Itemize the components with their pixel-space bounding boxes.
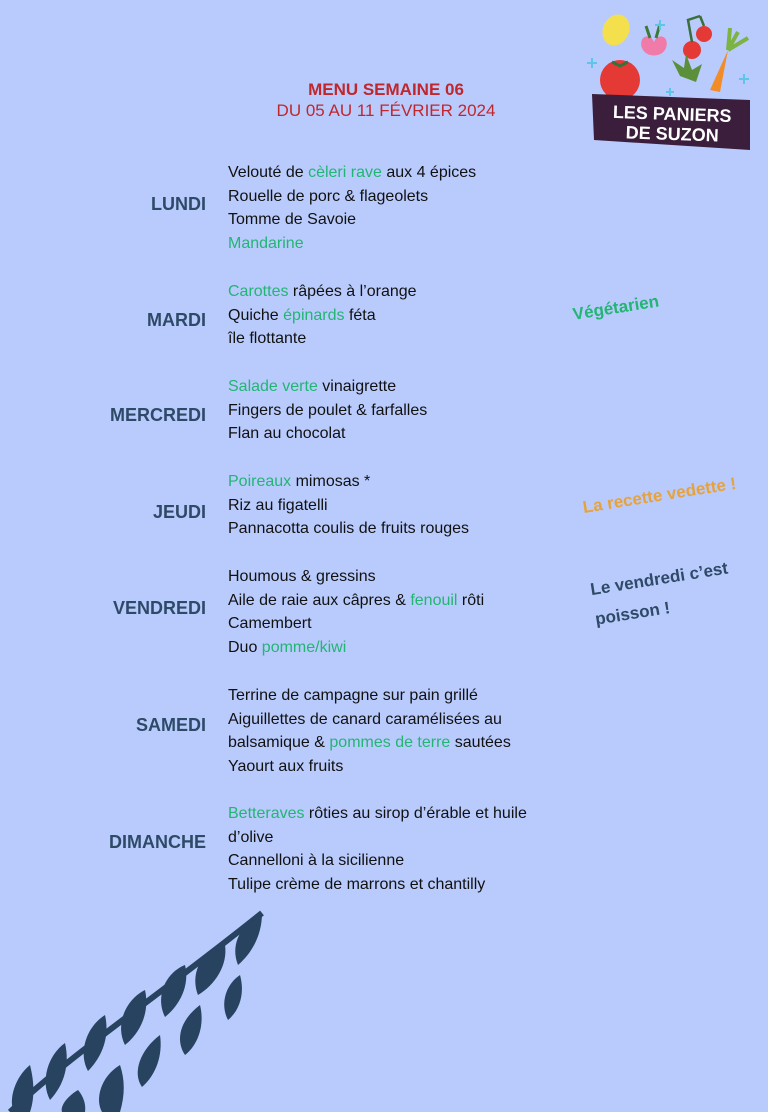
dish-line xyxy=(228,304,568,328)
dishes-lundi xyxy=(228,161,568,255)
day-jeudi: JEUDI xyxy=(152,502,206,522)
dish-line xyxy=(228,470,568,494)
menu-title: MENU SEMAINE 06 xyxy=(308,80,464,99)
highlighted-ingredient: Betteraves xyxy=(228,805,305,822)
highlighted-ingredient: cèleri rave xyxy=(308,164,382,181)
dish-text: Riz au figatelli xyxy=(228,496,328,514)
dish-line xyxy=(228,375,568,399)
highlighted-ingredient: Salade verte xyxy=(228,378,318,395)
dish-line xyxy=(228,755,568,779)
dish-text: Quiche xyxy=(228,306,284,324)
dish-line xyxy=(228,802,568,826)
dish-line xyxy=(228,232,568,256)
dish-line xyxy=(228,161,568,185)
dish-line xyxy=(228,494,568,518)
note-vendredi-poisson: Le vendredi c’est poisson ! xyxy=(589,558,730,629)
dish-line xyxy=(228,208,568,232)
day-samedi: SAMEDI xyxy=(135,715,206,735)
dish-line xyxy=(228,636,568,660)
dish-line xyxy=(228,708,568,732)
highlighted-ingredient: épinards xyxy=(283,306,345,324)
dish-text: mimosas * xyxy=(291,473,371,490)
dish-line xyxy=(228,849,568,873)
dish-text: Pannacotta coulis de fruits rouges xyxy=(228,520,470,538)
day-mercredi: MERCREDI xyxy=(109,405,206,425)
leaf-branch-icon xyxy=(0,905,280,1112)
highlighted-ingredient: pommes de terre xyxy=(329,734,451,752)
dish-line xyxy=(228,684,568,708)
dishes-samedi xyxy=(228,684,568,778)
dishes-mardi xyxy=(228,280,568,351)
dish-text: féta xyxy=(344,306,376,324)
dish-text: râpées à l’orange xyxy=(288,283,417,300)
dishes-dimanche xyxy=(228,802,568,896)
dish-text: vinaigrette xyxy=(317,378,397,395)
dishes-vendredi xyxy=(228,565,568,659)
dish-line xyxy=(228,185,568,209)
dish-text: Tulipe crème de marrons et chantilly xyxy=(228,875,486,893)
dish-text: Houmous & gressins xyxy=(228,568,376,585)
dish-line xyxy=(228,731,568,755)
dish-text: Yaourt aux fruits xyxy=(228,757,344,775)
note-recette-vedette: La recette vedette ! xyxy=(581,473,738,517)
dish-text: aux 4 épices xyxy=(381,164,477,181)
highlighted-ingredient: Poireaux xyxy=(228,473,292,490)
note-vegetarien: Végétarien xyxy=(571,291,661,324)
dish-line xyxy=(228,612,568,636)
highlighted-ingredient: Mandarine xyxy=(228,234,304,252)
dish-text: rôti xyxy=(457,591,485,609)
dish-text: île flottante xyxy=(228,330,307,348)
dish-text: d’olive xyxy=(228,828,274,846)
dish-text: Duo xyxy=(228,638,262,656)
day-dimanche: DIMANCHE xyxy=(109,832,206,852)
svg-text:LES PANIERS: LES PANIERS xyxy=(612,101,732,127)
day-lundi: LUNDI xyxy=(151,194,206,214)
dish-line xyxy=(228,826,568,850)
dish-text: Terrine de campagne sur pain grillé xyxy=(228,687,478,704)
dish-text: rôties au sirop d’érable et huile xyxy=(304,805,527,822)
svg-text:DE SUZON: DE SUZON xyxy=(625,122,720,146)
dish-text: Tomme de Savoie xyxy=(228,211,357,229)
dish-line xyxy=(228,517,568,541)
dishes-mercredi xyxy=(228,375,568,446)
dish-text: Flan au chocolat xyxy=(228,425,346,443)
dish-line xyxy=(228,399,568,423)
dish-text: Rouelle de porc & flageolets xyxy=(228,187,429,205)
dish-text: Camembert xyxy=(228,615,312,633)
dish-text: balsamique & xyxy=(228,734,330,752)
dish-text: Fingers de poulet & farfalles xyxy=(228,401,428,419)
dish-text: Aiguillettes de canard caramélisées au xyxy=(228,710,502,728)
dishes-jeudi xyxy=(228,470,568,541)
dish-line xyxy=(228,422,568,446)
dish-text: Velouté de xyxy=(228,164,309,181)
highlighted-ingredient: fenouil xyxy=(410,591,458,609)
menu-dates: DU 05 AU 11 FÉVRIER 2024 xyxy=(276,101,496,120)
dish-text: sautées xyxy=(450,734,511,752)
dish-line xyxy=(228,589,568,613)
dish-line xyxy=(228,327,568,351)
highlighted-ingredient: pomme/kiwi xyxy=(261,638,347,656)
dish-line xyxy=(228,873,568,897)
day-mardi: MARDI xyxy=(147,310,206,330)
day-vendredi: VENDREDI xyxy=(112,598,206,618)
highlighted-ingredient: Carottes xyxy=(228,283,289,300)
dish-line xyxy=(228,565,568,589)
dish-text: Aile de raie aux câpres & xyxy=(228,591,411,609)
les-paniers-de-suzon-logo xyxy=(580,8,760,158)
dish-text: Cannelloni à la sicilienne xyxy=(228,852,405,870)
dish-line xyxy=(228,280,568,304)
